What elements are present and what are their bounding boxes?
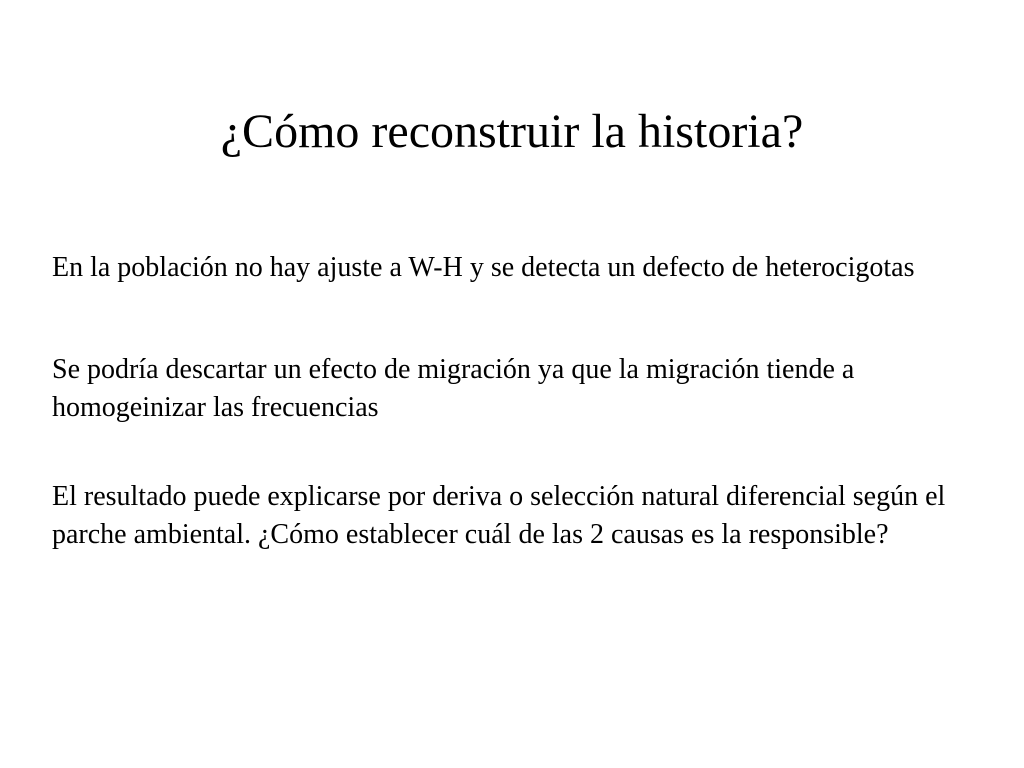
paragraph-hw-deviation: En la población no hay ajuste a W-H y se detecta un defecto de heterocigotas: [52, 252, 915, 283]
paragraph-drift-selection: El resultado puede explicarse por deriva o selección natural diferencial según el parche ambiental. ¿Cómo establecer cuál de las 2 causas es la responsible?: [52, 481, 946, 550]
paragraph-migration: Se podría descartar un efecto de migración ya que la migración tiende a homogeinizar las frecuencias: [52, 354, 855, 423]
slide-title: ¿Cómo reconstruir la historia?: [220, 105, 804, 158]
